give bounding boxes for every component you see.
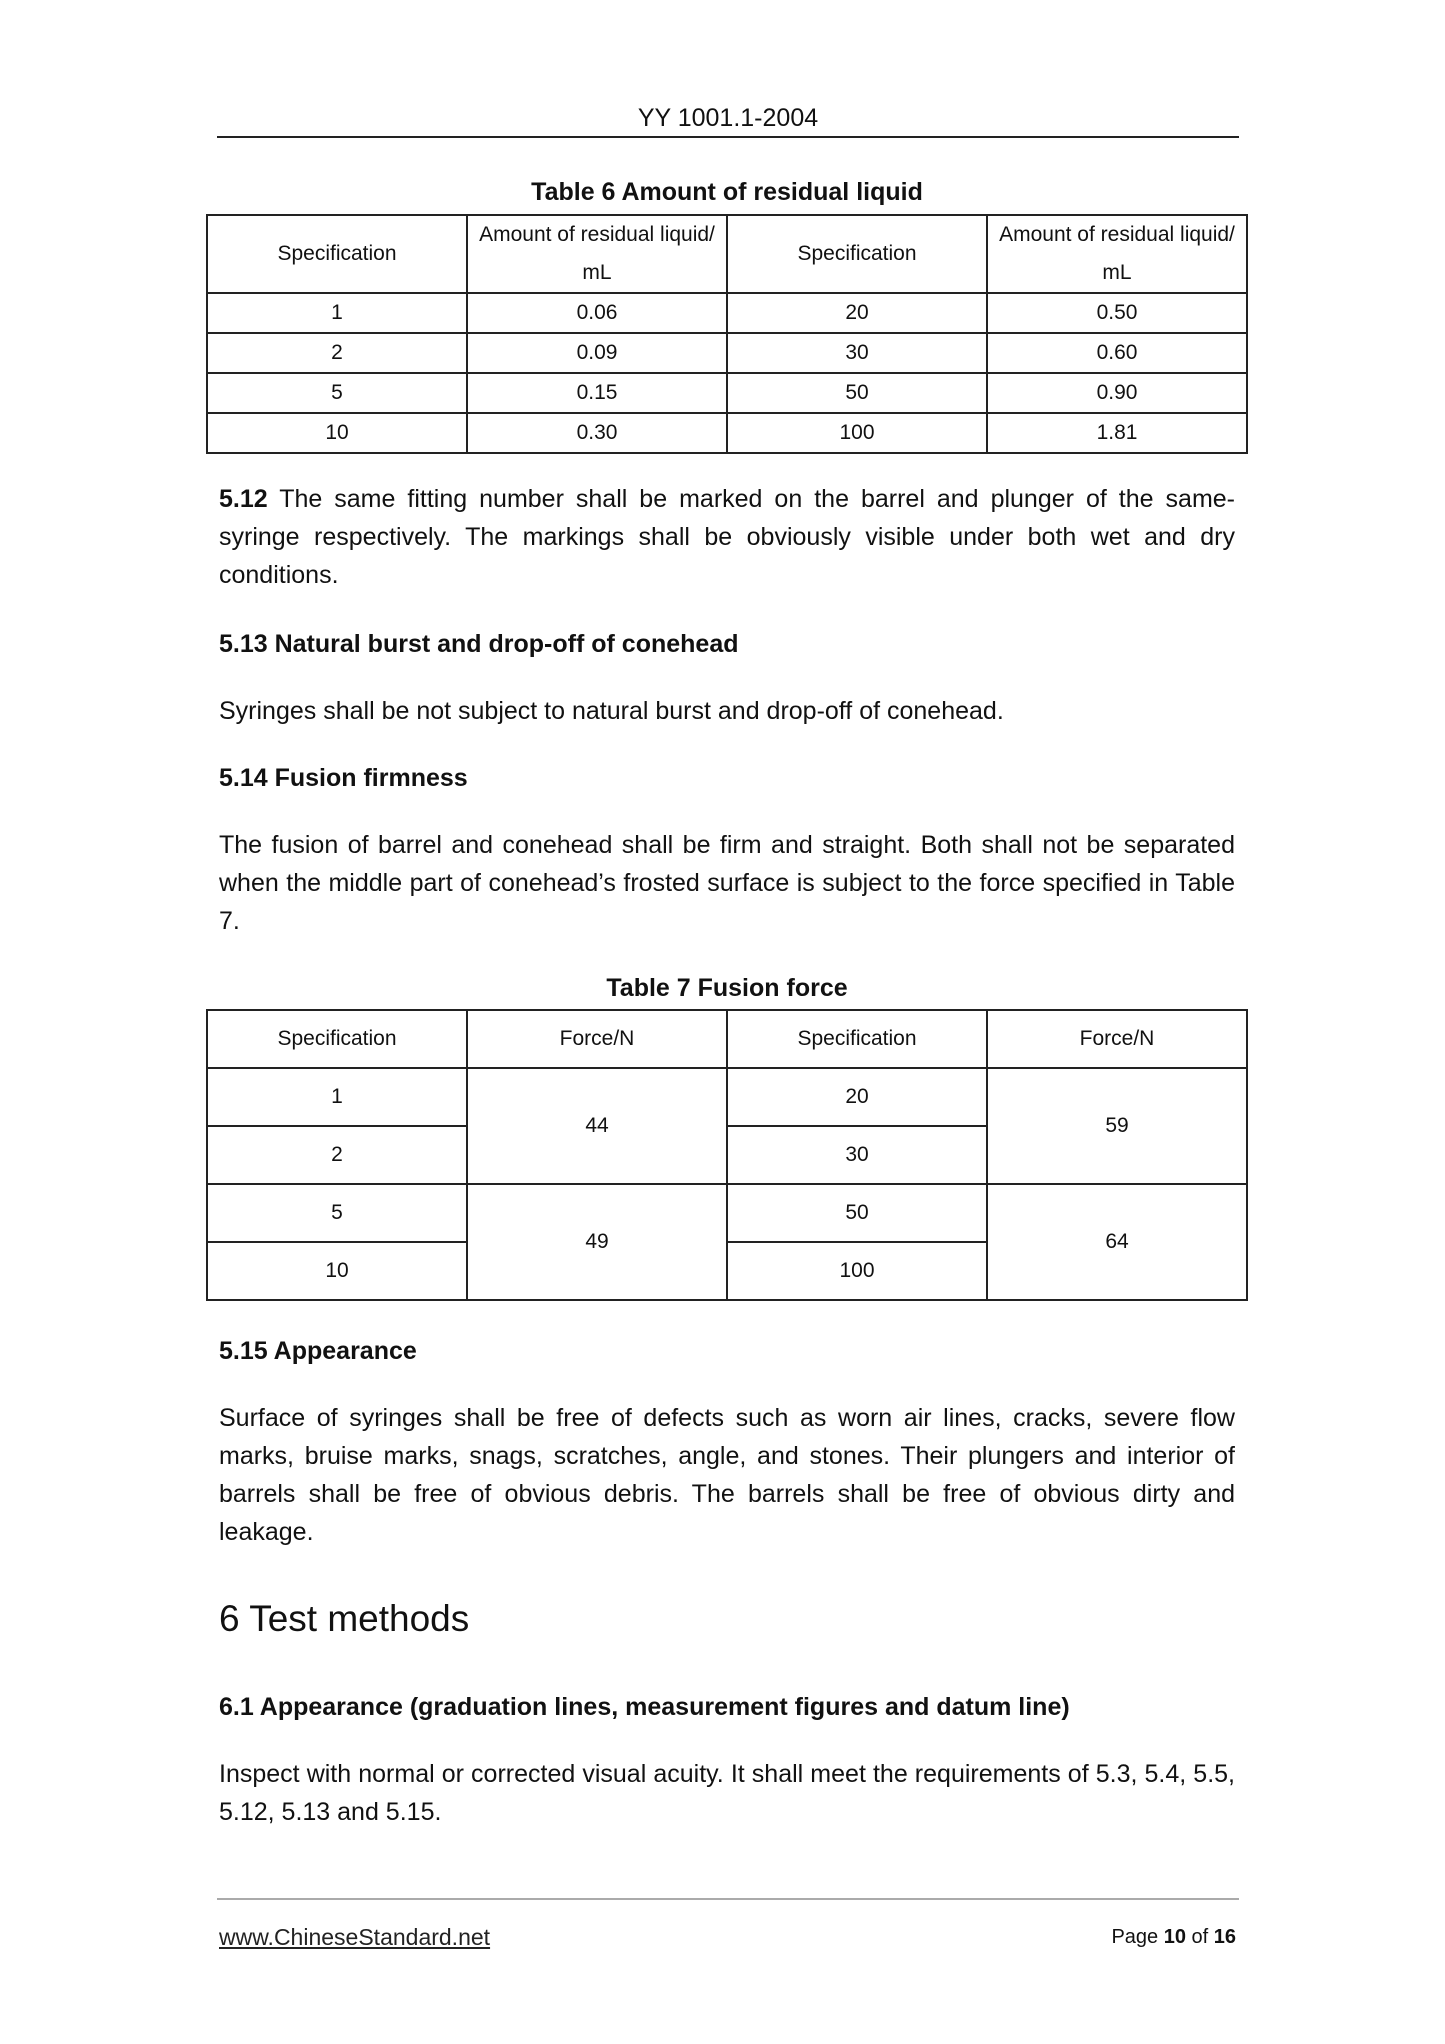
cell: 59 (987, 1068, 1247, 1184)
page-label: Page (1111, 1926, 1164, 1948)
table-header-row (207, 215, 1247, 293)
table-6 (206, 214, 1248, 454)
header-cell: Amount of residual liquid/ mL (987, 215, 1247, 293)
cell: 5 (207, 373, 467, 413)
cell: 44 (467, 1068, 727, 1184)
footer-divider (217, 1898, 1239, 1900)
clause-number: 5.12 (219, 485, 268, 513)
total-pages: 16 (1213, 1926, 1236, 1948)
clause-5-15-text: Surface of syringes shall be free of defects such as worn air lines, cracks, severe flow marks, bruise marks, snags, scratches, angle, and stones. Their plungers and interior of barrels shall be free of obvious debris. The barrels shall be free of obvious dirty and leakage. (219, 1404, 1235, 1546)
cell: 50 (727, 373, 987, 413)
cell: 0.30 (467, 413, 727, 453)
cell: 10 (207, 413, 467, 453)
document-header: YY 1001.1-2004 (637, 104, 819, 132)
page-of: of (1185, 1926, 1214, 1948)
cell: 100 (727, 1242, 987, 1300)
header-cell: Specification (727, 215, 987, 293)
header-cell: Amount of residual liquid/ mL (467, 215, 727, 293)
cell: 50 (727, 1184, 987, 1242)
clause-6-1-text: Inspect with normal or corrected visual acuity. It shall meet the requirements of 5.3, 5.4, 5.5, 5.12, 5.13 and 5.15. (219, 1760, 1235, 1826)
table-row (207, 333, 1247, 373)
header-cell: Force/N (467, 1010, 727, 1068)
cell: 0.09 (467, 333, 727, 373)
heading-6-1: 6.1 Appearance (graduation lines, measurement figures and datum line) (219, 1693, 1070, 1721)
website-link[interactable]: www.ChineseStandard.net (219, 1924, 491, 1950)
cell: 0.15 (467, 373, 727, 413)
table-row (207, 1184, 1247, 1242)
cell: 2 (207, 1126, 467, 1184)
heading-5-15: 5.15 Appearance (219, 1337, 417, 1365)
page-number (1111, 1926, 1236, 1949)
clause-5-14-text: The fusion of barrel and conehead shall be firm and straight. Both shall not be separated when the middle part of conehead’s frosted surface is subject to the force specified in Table 7. (219, 831, 1235, 935)
header-cell: Specification (207, 1010, 467, 1068)
table-7-title: Table 7 Fusion force (606, 974, 848, 1002)
heading-6: 6 Test methods (219, 1598, 470, 1639)
current-page: 10 (1163, 1926, 1186, 1948)
cell: 20 (727, 1068, 987, 1126)
cell: 30 (727, 333, 987, 373)
cell: 0.60 (987, 333, 1247, 373)
cell: 64 (987, 1184, 1247, 1300)
cell: 20 (727, 293, 987, 333)
cell: 30 (727, 1126, 987, 1184)
table-row (207, 293, 1247, 333)
table-row (207, 413, 1247, 453)
cell: 0.06 (467, 293, 727, 333)
header-cell: Specification (727, 1010, 987, 1068)
clause-5-12 (219, 480, 1235, 594)
table-7 (206, 1009, 1248, 1301)
cell: 1 (207, 293, 467, 333)
header-divider (217, 136, 1239, 138)
cell: 1.81 (987, 413, 1247, 453)
table-6-title: Table 6 Amount of residual liquid (531, 178, 923, 206)
cell: 100 (727, 413, 987, 453)
cell: 2 (207, 333, 467, 373)
heading-5-13: 5.13 Natural burst and drop-off of conehead (219, 630, 739, 658)
cell: 5 (207, 1184, 467, 1242)
cell: 0.90 (987, 373, 1247, 413)
table-row (207, 373, 1247, 413)
cell: 10 (207, 1242, 467, 1300)
header-cell: Force/N (987, 1010, 1247, 1068)
clause-5-13-text: Syringes shall be not subject to natural burst and drop-off of conehead. (219, 697, 1004, 725)
header-cell: Specification (207, 215, 467, 293)
cell: 0.50 (987, 293, 1247, 333)
cell: 49 (467, 1184, 727, 1300)
heading-5-14: 5.14 Fusion firmness (219, 764, 468, 792)
clause-text: The same fitting number shall be marked on the barrel and plunger of the same-syringe respectively. The markings shall be obviously visible under both wet and dry conditions. (219, 485, 1235, 589)
cell: 1 (207, 1068, 467, 1126)
table-row (207, 1068, 1247, 1126)
table-header-row (207, 1010, 1247, 1068)
